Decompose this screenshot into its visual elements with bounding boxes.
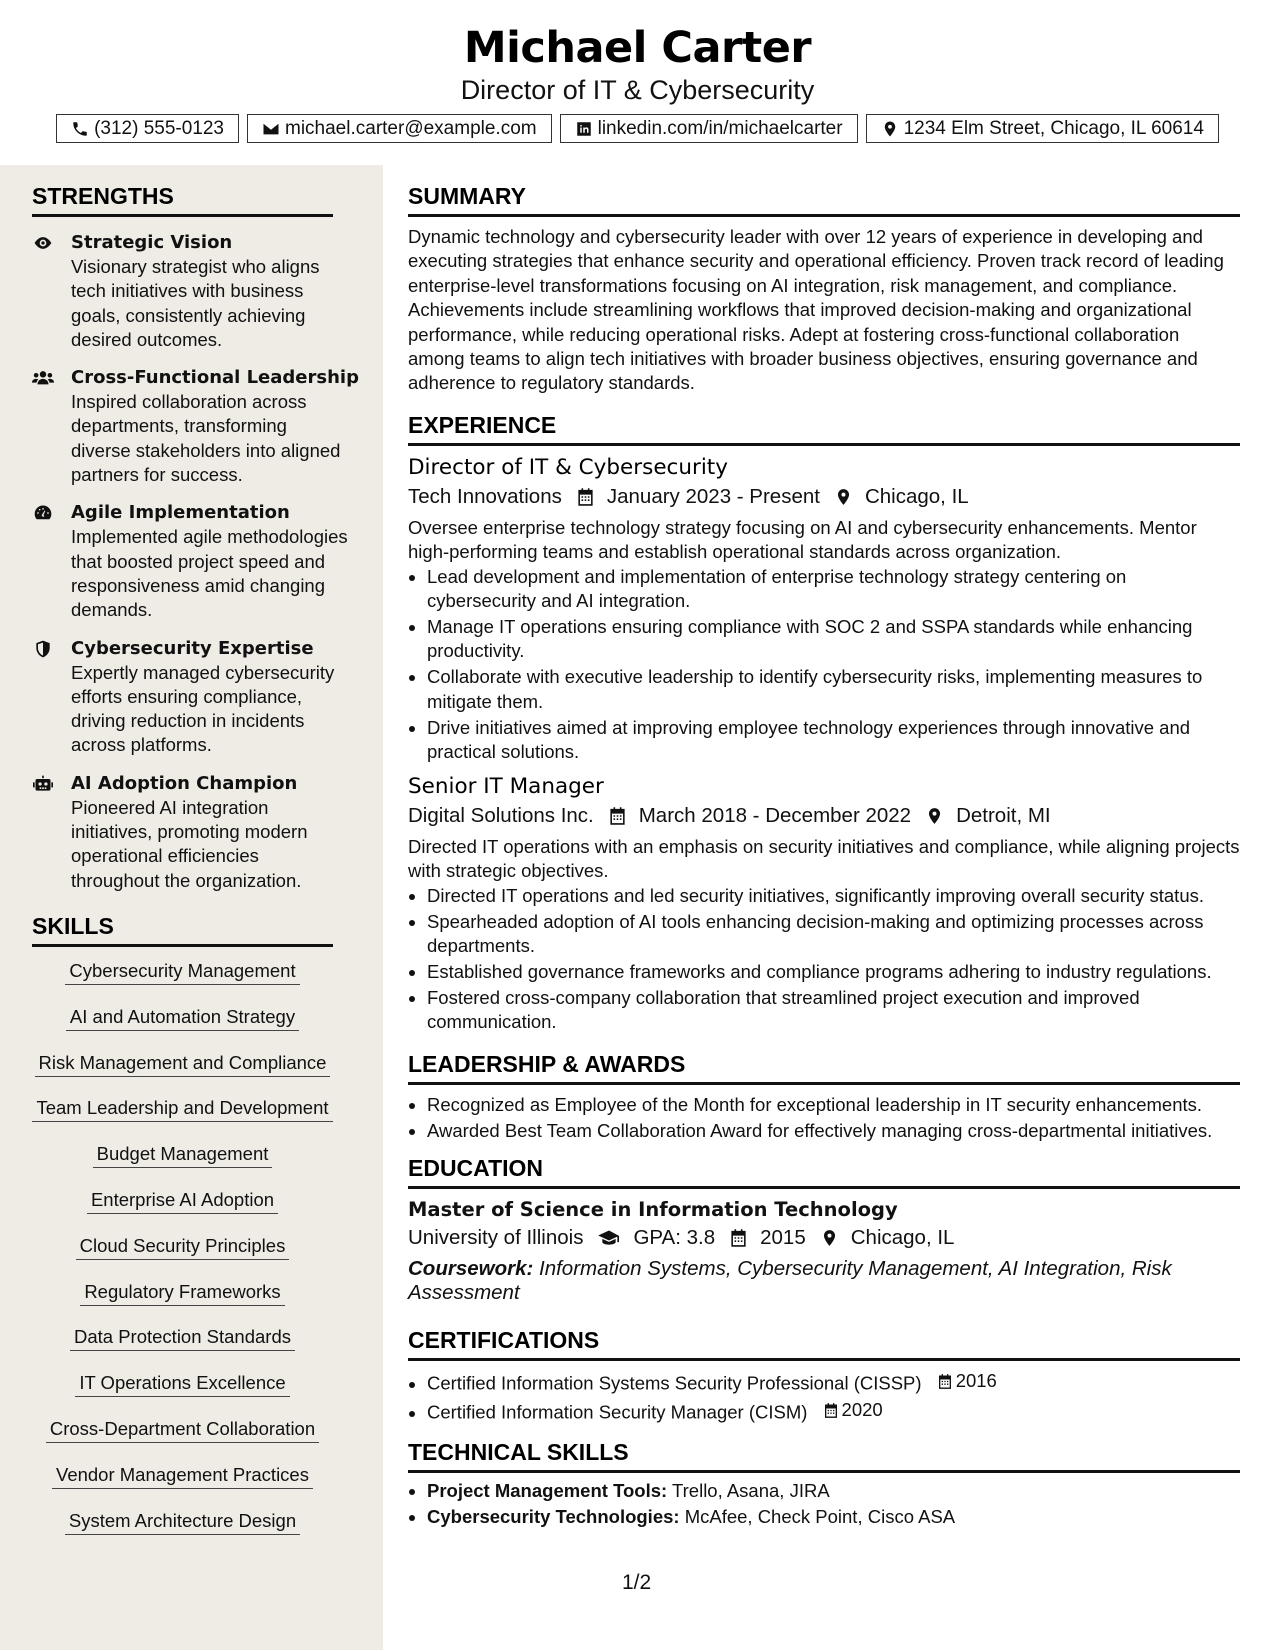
job-title: Director of IT & Cybersecurity: [408, 454, 728, 480]
skill-tag: Cross-Department Collaboration: [46, 1417, 319, 1443]
strength-item: [32, 231, 383, 352]
skills-list: [32, 959, 333, 1554]
job-company: Tech Innovations: [408, 484, 562, 508]
job-bullet: • Drive initiatives aimed at improving employee technology experiences through innovative and practical solutions.: [427, 716, 1240, 765]
skill-tag: Team Leadership and Development: [32, 1096, 332, 1122]
skill-tag: System Architecture Design: [65, 1509, 300, 1535]
strength-item: [32, 366, 383, 487]
job-meta: [408, 482, 1240, 512]
job-bullets: [408, 565, 1240, 765]
gauge-icon: [32, 503, 54, 523]
skill-tag: Data Protection Standards: [70, 1325, 295, 1351]
skill-tag: Cloud Security Principles: [76, 1234, 290, 1260]
job-bullets: [408, 884, 1240, 1035]
job-bullet: • Collaborate with executive leadership to identify cybersecurity risks, implementing measures to mitigate them.: [427, 665, 1240, 714]
contact-linkedin-text: linkedin.com/in/michaelcarter: [597, 117, 843, 139]
map-pin-icon: [820, 1228, 839, 1248]
skill-tag: Cybersecurity Management: [65, 959, 299, 985]
technical-skill-value: McAfee, Check Point, Cisco ASA: [684, 1505, 956, 1527]
main-content: [408, 165, 1240, 1531]
strength-desc: Inspired collaboration across departments, transforming diverse stakeholders into aligned partners for success.: [71, 391, 341, 486]
strength-title: AI Adoption Champion: [71, 772, 298, 794]
job-description: Oversee enterprise technology strategy focusing on AI and cybersecurity enhancements. Mentor high-performing teams and establish operational standards across organization.: [408, 516, 1197, 563]
map-pin-icon: [834, 487, 853, 507]
job-dates: January 2023 - Present: [606, 484, 820, 508]
calendar-icon: [937, 1373, 953, 1390]
awards-list: [408, 1093, 1240, 1143]
experience-heading: EXPERIENCE: [408, 410, 1240, 446]
education-meta: [408, 1223, 1240, 1253]
strength-title: Cybersecurity Expertise: [71, 637, 314, 659]
strength-desc: Visionary strategist who aligns tech initiatives with business goals, consistently achieving desired outcomes.: [71, 256, 320, 350]
graduation-year: 2015: [760, 1226, 806, 1250]
technical-skills-list: [408, 1479, 1240, 1529]
robot-icon: [32, 774, 54, 794]
contact-email-text: michael.carter@example.com: [285, 117, 537, 139]
technical-skill-label: Project Management Tools:: [427, 1479, 668, 1501]
job-bullet: • Directed IT operations and led security initiatives, significantly improving overall security status.: [427, 884, 1240, 908]
map-pin-icon: [925, 806, 944, 826]
job-company: Digital Solutions Inc.: [408, 803, 594, 827]
sidebar: [0, 165, 383, 1650]
strength-desc: Implemented agile methodologies that boosted project speed and responsiveness amid changing demands.: [71, 526, 348, 621]
strength-desc: Pioneered AI integration initiatives, promoting modern operational efficiencies throughout the organization.: [71, 796, 308, 891]
job-description: Directed IT operations with an emphasis on security initiatives and compliance, while aligning projects with strategic objectives.: [408, 835, 1240, 882]
job-title: Senior IT Manager: [408, 773, 604, 799]
skill-tag: IT Operations Excellence: [75, 1371, 289, 1397]
skill-tag: Budget Management: [93, 1142, 273, 1168]
skills-heading: SKILLS: [32, 911, 333, 947]
skill-tag: AI and Automation Strategy: [66, 1005, 299, 1031]
award-item: • Recognized as Employee of the Month for exceptional leadership in IT security enhancements.: [427, 1093, 1240, 1117]
page-number: 1/2: [622, 1571, 652, 1594]
strength-item: [32, 637, 383, 758]
strength-title: Agile Implementation: [71, 502, 290, 524]
strengths-heading: STRENGTHS: [32, 181, 333, 217]
contact-email[interactable]: [247, 114, 552, 143]
education-heading: EDUCATION: [408, 1153, 1240, 1189]
calendar-icon: [823, 1402, 839, 1419]
strength-desc: Expertly managed cybersecurity efforts ensuring compliance, driving reduction in incidents across platforms.: [71, 661, 335, 756]
phone-icon: [71, 120, 89, 138]
skill-tag: Regulatory Frameworks: [80, 1280, 284, 1306]
certification-item: [427, 1398, 1240, 1425]
map-pin-icon: [881, 120, 899, 138]
technical-skills-heading: TECHNICAL SKILLS: [408, 1437, 1240, 1473]
shield-icon: [32, 639, 54, 659]
coursework: [408, 1257, 1240, 1305]
job-location: Chicago, IL: [864, 484, 969, 508]
coursework-list: Information Systems, Cybersecurity Management, AI Integration, Risk Assessment: [408, 1257, 1172, 1305]
contact-address-text: 1234 Elm Street, Chicago, IL 60614: [903, 117, 1204, 139]
job-entry: [408, 773, 1240, 1035]
summary-text: Dynamic technology and cybersecurity leader with over 12 years of experience in developing and executing strategies that enhance security and operational efficiency. Proven track record of leading enterprise-level transformations focusing on AI integration, risk management, and compliance. Achievements include streamlining workflows that improved decision-making and organizational performance, while reducing operational risks. Adept at fostering cross-functional collaboration among teams to align tech initiatives with broader business objectives, ensuring governance and adherence to regulatory standards.: [408, 226, 1224, 394]
degree-title: Master of Science in Information Technology: [408, 1198, 898, 1222]
strength-item: [32, 501, 383, 622]
users-icon: [32, 368, 54, 388]
strength-item: [32, 772, 383, 893]
certification-name: Certified Information Systems Security Professional (CISSP): [427, 1372, 922, 1394]
job-location: Detroit, MI: [956, 803, 1051, 827]
contact-phone-text: (312) 555-0123: [94, 117, 224, 139]
job-meta: [408, 801, 1240, 831]
job-bullet: • Fostered cross-company collaboration that streamlined project execution and improved communication.: [427, 986, 1240, 1035]
job-bullet: • Manage IT operations ensuring compliance with SOC 2 and SSPA standards while enhancing productivity.: [427, 615, 1240, 664]
strength-title: Cross-Functional Leadership: [71, 367, 359, 389]
contact-bar: [0, 114, 1275, 143]
eye-icon: [32, 233, 54, 253]
job-bullet: • Spearheaded adoption of AI tools enhancing decision-making and optimizing processes across departments.: [427, 910, 1240, 959]
school-name: University of Illinois: [408, 1226, 584, 1250]
envelope-icon: [262, 120, 280, 138]
technical-skill-item: [427, 1479, 1240, 1503]
skill-tag: Enterprise AI Adoption: [87, 1188, 278, 1214]
coursework-label: Coursework:: [408, 1257, 534, 1281]
technical-skill-item: [427, 1505, 1240, 1529]
skill-tag: Risk Management and Compliance: [35, 1051, 331, 1077]
certifications-heading: CERTIFICATIONS: [408, 1325, 1240, 1361]
technical-skill-label: Cybersecurity Technologies:: [427, 1505, 680, 1527]
calendar-icon: [576, 487, 595, 507]
candidate-title: Director of IT & Cybersecurity: [460, 75, 815, 105]
certification-name: Certified Information Security Manager (CISM): [427, 1401, 808, 1423]
certification-item: [427, 1369, 1240, 1396]
graduation-cap-icon: [597, 1228, 621, 1248]
awards-heading: LEADERSHIP & AWARDS: [408, 1049, 1240, 1085]
calendar-icon: [729, 1228, 748, 1248]
job-bullet: • Lead development and implementation of enterprise technology strategy centering on cybersecurity and AI integration.: [427, 565, 1240, 614]
candidate-name: Michael Carter: [463, 23, 812, 73]
certifications-list: [408, 1369, 1240, 1425]
award-item: • Awarded Best Team Collaboration Award for effectively managing cross-departmental initiatives.: [427, 1119, 1240, 1143]
contact-address[interactable]: [866, 114, 1219, 143]
skill-tag: Vendor Management Practices: [52, 1463, 313, 1489]
summary-heading: SUMMARY: [408, 181, 1240, 217]
calendar-icon: [608, 806, 627, 826]
strength-title: Strategic Vision: [71, 232, 233, 253]
certification-year: 2020: [841, 1398, 883, 1420]
job-dates: March 2018 - December 2022: [638, 803, 912, 827]
certification-year: 2016: [955, 1370, 997, 1392]
linkedin-icon: [575, 120, 593, 138]
school-location: Chicago, IL: [850, 1226, 955, 1250]
job-bullet: • Established governance frameworks and compliance programs adhering to industry regulations.: [427, 960, 1240, 984]
contact-phone[interactable]: [56, 114, 239, 143]
gpa: GPA: 3.8: [633, 1226, 716, 1250]
technical-skill-value: Trello, Asana, JIRA: [672, 1479, 830, 1501]
contact-linkedin[interactable]: [560, 114, 858, 143]
resume-header: [0, 0, 1275, 143]
job-entry: [408, 454, 1240, 765]
